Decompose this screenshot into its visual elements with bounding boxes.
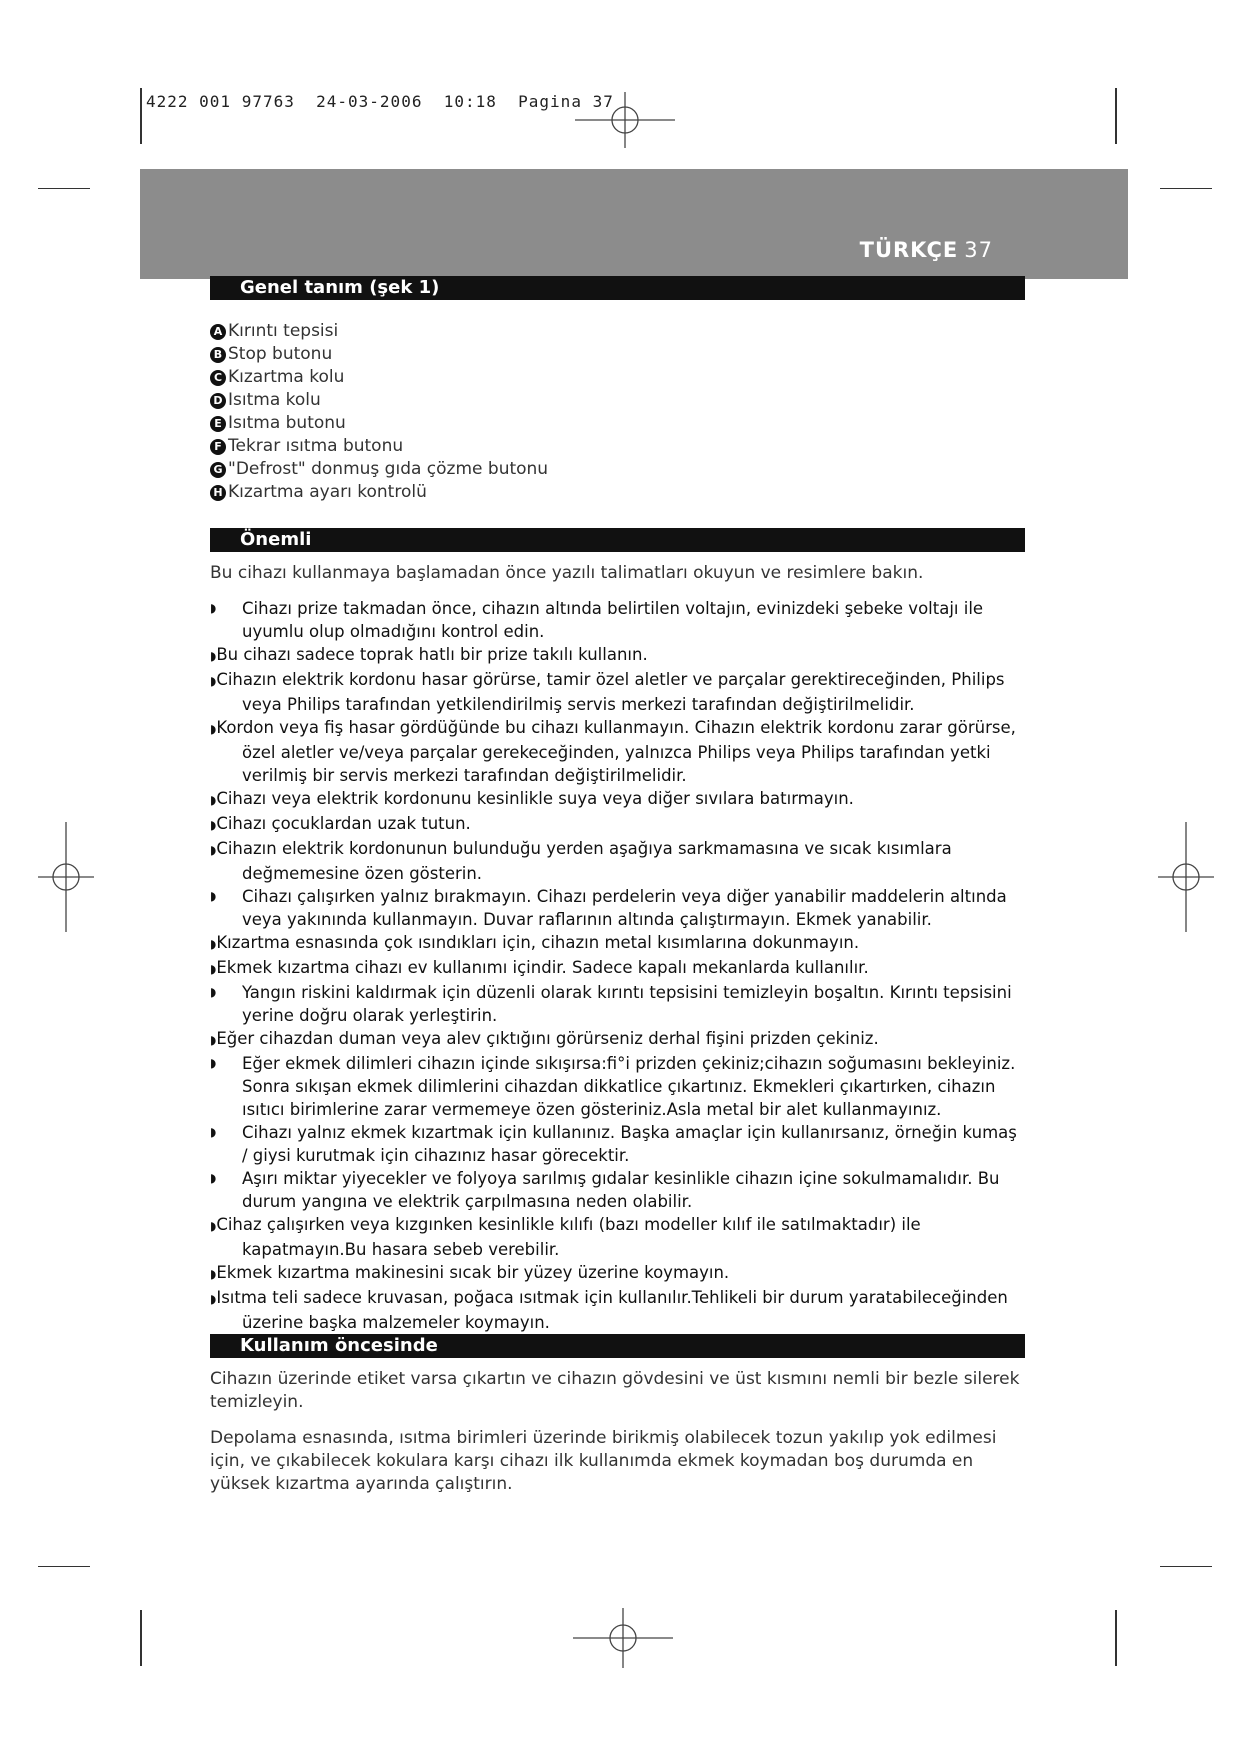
letter-badge: B	[210, 347, 226, 363]
list-item: G "Defrost" donmuş gıda çözme butonu	[210, 458, 548, 481]
bullet-icon: ◗	[210, 1125, 217, 1139]
crop-mark	[1115, 1610, 1117, 1666]
list-item: ◗ Aşırı miktar yiyecekler ve folyoya sarılmış gıdalar kesinlikle cihazın içine sokulmamalıdır. Bu durum yangına ve elektrik çarpılmasına neden olabilir.	[210, 1169, 1000, 1211]
crop-mark	[38, 1566, 90, 1567]
bullet-icon: ◗	[210, 962, 217, 976]
language-label: TÜRKÇE	[859, 238, 959, 262]
list-item: ◗Cihazın elektrik kordonunun bulunduğu yerden aşağıya sarkmamasına ve sıcak kısımlara değmemesine özen gösterin.	[210, 839, 952, 883]
bullet-icon: ◗	[210, 793, 217, 807]
letter-badge: D	[210, 393, 226, 409]
bullet-icon: ◗	[210, 649, 217, 663]
letter-badge: F	[210, 439, 226, 455]
list-item: ◗ Eğer ekmek dilimleri cihazın içinde sıkışırsa:fi°i prizden çekiniz;cihazın soğumasını bekleyiniz. Sonra sıkışan ekmek dilimlerini cihazdan dikkatlice çıkartınız. Ekmekleri çıkartırken, cihazın ısıtıcı birimlerine zarar vermemeye özen gösteriniz.Asla metal bir alet kullanmayınız.	[210, 1054, 1016, 1119]
list-item: ◗Isıtma teli sadece kruvasan, poğaca ısıtmak için kullanılır.Tehlikeli bir durum yaratabileceğinden üzerine başka malzemeler koymayın.	[210, 1288, 1008, 1332]
crop-mark	[38, 188, 90, 189]
list-item: A Kırıntı tepsisi	[210, 320, 548, 343]
letter-badge: H	[210, 485, 226, 501]
list-item: ◗ Cihazı yalnız ekmek kızartmak için kullanınız. Başka amaçlar için kullanırsanız, örneğin kumaş / giysi kurutmak için cihazınız hasar görecektir.	[210, 1123, 1017, 1165]
list-item: ◗Cihazın elektrik kordonu hasar görürse, tamir özel aletler ve parçalar gerektireceğinden, Philips veya Philips tarafından yetkilendirilmiş servis merkezi tarafından değiştirilmelidir.	[210, 670, 1005, 714]
list-item: F Tekrar ısıtma butonu	[210, 435, 548, 458]
bullet-icon: ◗	[210, 889, 217, 903]
section-heading-important: Önemli	[210, 528, 1025, 552]
list-item: ◗Cihazı veya elektrik kordonunu kesinlikle suya veya diğer sıvılara batırmayın.	[210, 789, 854, 808]
page-number: 37	[964, 238, 993, 262]
letter-badge: G	[210, 462, 226, 478]
list-item: ◗Kızartma esnasında çok ısındıkları için, cihazın metal kısımlarına dokunmayın.	[210, 933, 860, 952]
print-slug: 4222 001 97763 24-03-2006 10:18 Pagina 37	[146, 92, 614, 111]
registration-mark-icon	[573, 1608, 673, 1668]
bullet-icon: ◗	[210, 1056, 217, 1070]
bullet-icon: ◗	[210, 601, 217, 615]
warnings-list	[210, 597, 1025, 1334]
crop-mark	[140, 1610, 142, 1666]
crop-mark	[1160, 1566, 1212, 1567]
letter-badge: A	[210, 324, 226, 340]
list-item: ◗Ekmek kızartma cihazı ev kullanımı içindir. Sadece kapalı mekanlarda kullanılır.	[210, 958, 869, 977]
list-item: C Kızartma kolu	[210, 366, 548, 389]
list-item: ◗Bu cihazı sadece toprak hatlı bir prize takılı kullanın.	[210, 645, 648, 664]
list-item: ◗Cihaz çalışırken veya kızgınken kesinlikle kılıfı (bazı modeller kılıf ile satılmaktadır) ile kapatmayın.Bu hasara sebeb verebilir.	[210, 1215, 921, 1259]
letter-badge: E	[210, 416, 226, 432]
crop-mark	[1115, 88, 1117, 144]
section-heading-before-use: Kullanım öncesinde	[210, 1334, 1025, 1358]
list-item: ◗Kordon veya fiş hasar gördüğünde bu cihazı kullanmayın. Cihazın elektrik kordonu zarar görürse, özel aletler ve/veya parçalar gerekeceğinden, yalnızca Philips veya Philips tarafından yetki verilmiş bir servis merkezi tarafından değiştirilmelidir.	[210, 718, 1016, 785]
list-item: E Isıtma butonu	[210, 412, 548, 435]
list-item: D Isıtma kolu	[210, 389, 548, 412]
list-item: H Kızartma ayarı kontrolü	[210, 481, 548, 504]
bullet-icon: ◗	[210, 722, 217, 736]
before-use-paragraph: Cihazın üzerinde etiket varsa çıkartın ve cihazın gövdesini ve üst kısmını nemli bir bezle silerek temizleyin.	[210, 1369, 1020, 1412]
bullet-icon: ◗	[210, 937, 217, 951]
list-item: B Stop butonu	[210, 343, 548, 366]
letter-badge: C	[210, 370, 226, 386]
bullet-icon: ◗	[210, 843, 217, 857]
list-item: ◗Cihazı çocuklardan uzak tutun.	[210, 814, 471, 833]
bullet-icon: ◗	[210, 1033, 217, 1047]
section-heading-general: Genel tanım (şek 1)	[210, 276, 1025, 300]
parts-list	[210, 320, 548, 504]
crop-mark	[1160, 188, 1212, 189]
bullet-icon: ◗	[210, 1171, 217, 1185]
list-item: ◗ Cihazı prize takmadan önce, cihazın altında belirtilen voltajın, evinizdeki şebeke voltajı ile uyumlu olup olmadığını kontrol edin.	[210, 599, 984, 641]
crop-mark	[140, 88, 142, 144]
list-item: ◗Ekmek kızartma makinesini sıcak bir yüzey üzerine koymayın.	[210, 1263, 730, 1282]
before-use-paragraph: Depolama esnasında, ısıtma birimleri üzerinde birikmiş olabilecek tozun yakılıp yok edilmesi için, ve çıkabilecek kokulara karşı cihazı ilk kullanımda ekmek koymadan boş durumda en yüksek kızartma ayarında çalıştırın.	[210, 1428, 997, 1494]
bullet-icon: ◗	[210, 1219, 217, 1233]
registration-mark-icon	[575, 92, 675, 148]
page-header	[860, 238, 993, 262]
bullet-icon: ◗	[210, 1292, 217, 1306]
bullet-icon: ◗	[210, 818, 217, 832]
header-banner	[140, 169, 1128, 279]
list-item: ◗ Cihazı çalışırken yalnız bırakmayın. Cihazı perdelerin veya diğer yanabilir maddelerin altında veya yakınında kullanmayın. Duvar raflarının altında çalıştırmayın. Ekmek yanabilir.	[210, 887, 1007, 929]
bullet-icon: ◗	[210, 985, 217, 999]
list-item: ◗ Yangın riskini kaldırmak için düzenli olarak kırıntı tepsisini temizleyin boşaltın. Kırıntı tepsisini yerine doğru olarak yerleştirin.	[210, 983, 1012, 1025]
important-intro: Bu cihazı kullanmaya başlamadan önce yazılı talimatları okuyun ve resimlere bakın.	[210, 563, 924, 583]
bullet-icon: ◗	[210, 1267, 217, 1281]
bullet-icon: ◗	[210, 674, 217, 688]
list-item: ◗Eğer cihazdan duman veya alev çıktığını görürseniz derhal fişini prizden çekiniz.	[210, 1029, 879, 1048]
registration-mark-icon	[1158, 822, 1214, 932]
registration-mark-icon	[38, 822, 94, 932]
